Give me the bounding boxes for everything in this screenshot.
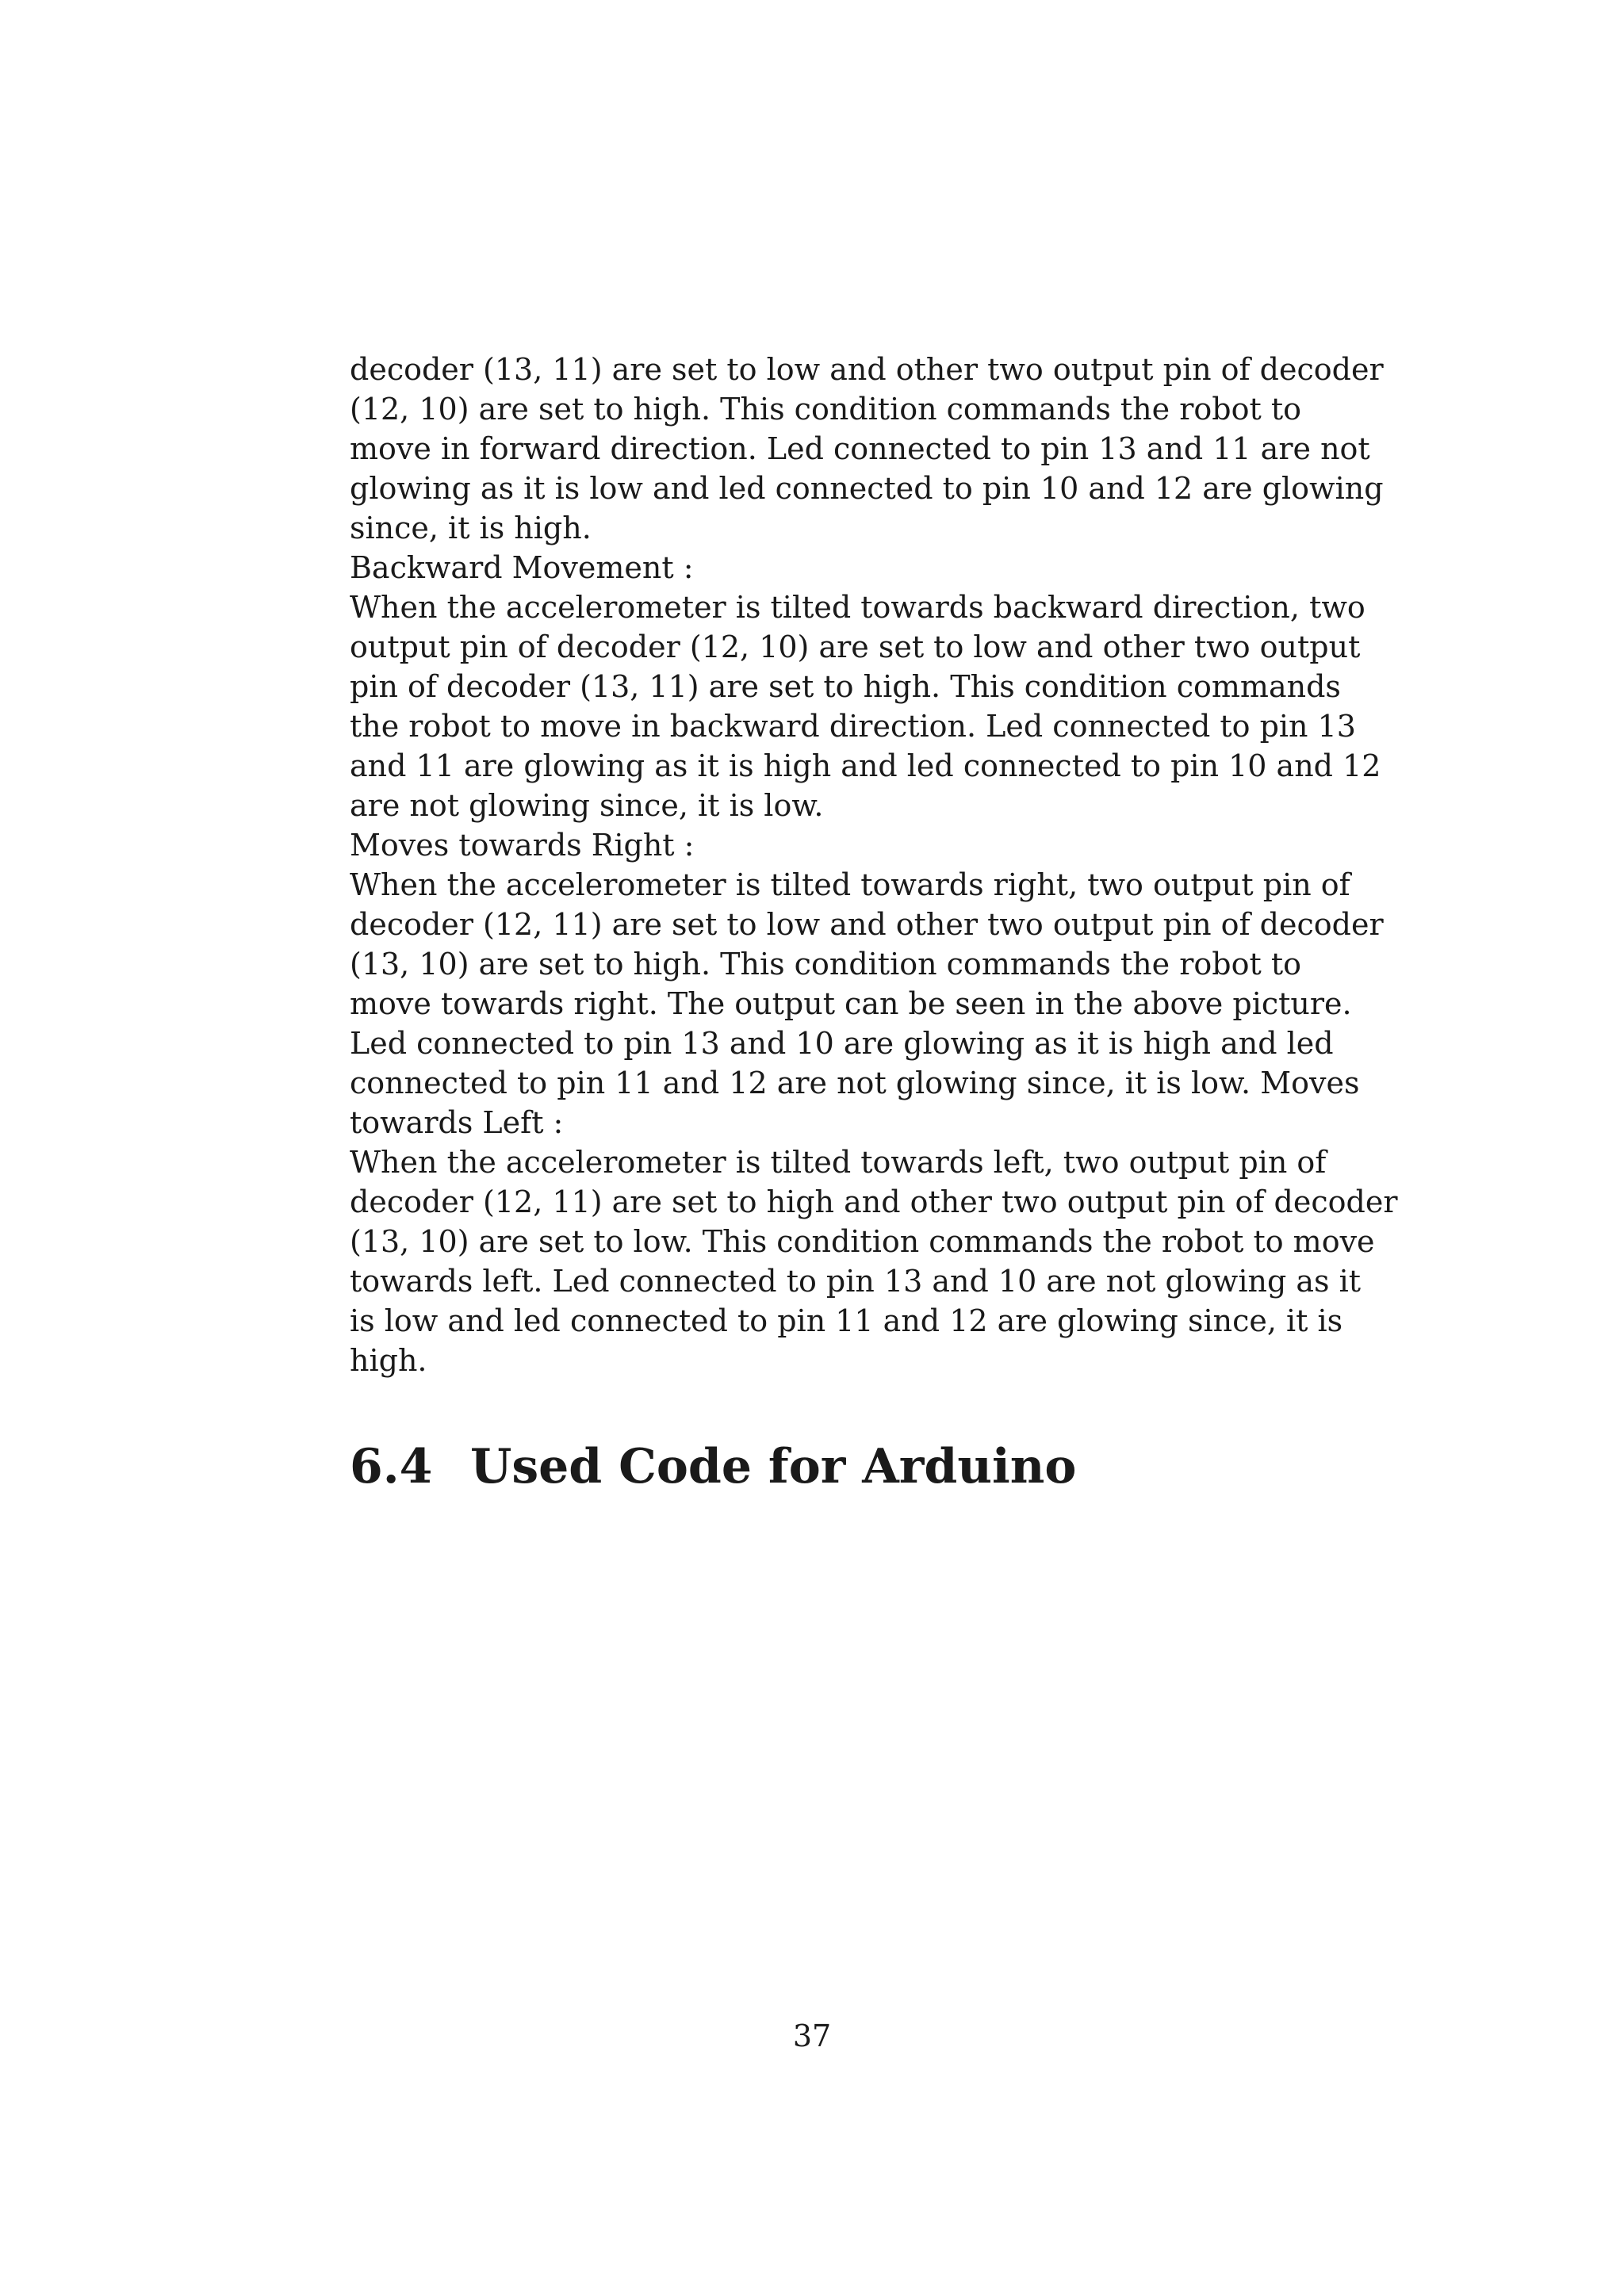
body-line: When the accelerometer is tilted towards right, two output pin of bbox=[350, 867, 1350, 902]
body-line: since, it is high. bbox=[350, 511, 592, 545]
body-line: (13, 10) are set to high. This condition commands the robot to bbox=[350, 947, 1301, 982]
section-heading bbox=[350, 1435, 1284, 1498]
body-line: high. bbox=[350, 1343, 427, 1378]
body-line: Led connected to pin 13 and 10 are glowing as it is high and led bbox=[350, 1026, 1334, 1061]
body-line: glowing as it is low and led connected to pin 10 and 12 are glowing bbox=[350, 471, 1384, 506]
body-line: towards Left : bbox=[350, 1105, 564, 1140]
body-line: When the accelerometer is tilted towards backward direction, two bbox=[350, 590, 1365, 625]
body-line: Backward Movement : bbox=[350, 550, 694, 585]
body-line: When the accelerometer is tilted towards left, two output pin of bbox=[350, 1145, 1327, 1180]
body-line: decoder (12, 11) are set to low and other two output pin of decoder bbox=[350, 907, 1384, 942]
body-line: are not glowing since, it is low. bbox=[350, 788, 824, 823]
body-line: towards left. Led connected to pin 13 and 10 are not glowing as it bbox=[350, 1264, 1362, 1299]
body-line: decoder (13, 11) are set to low and other two output pin of decoder bbox=[350, 352, 1384, 387]
body-line: output pin of decoder (12, 10) are set to low and other two output bbox=[350, 629, 1361, 664]
body-line: move towards right. The output can be seen in the above picture. bbox=[350, 986, 1352, 1021]
section-title: Used Code for Arduino bbox=[470, 1439, 1077, 1494]
body-line: pin of decoder (13, 11) are set to high. This condition commands bbox=[350, 669, 1341, 704]
body-line: (13, 10) are set to low. This condition commands the robot to move bbox=[350, 1224, 1375, 1259]
body-line: and 11 are glowing as it is high and led connected to pin 10 and 12 bbox=[350, 748, 1381, 783]
body-line: the robot to move in backward direction. Led connected to pin 13 bbox=[350, 709, 1356, 744]
body-line: connected to pin 11 and 12 are not glowing since, it is low. Moves bbox=[350, 1066, 1360, 1100]
body-line: Moves towards Right : bbox=[350, 828, 695, 863]
body-text bbox=[350, 350, 1398, 1380]
body-line: move in forward direction. Led connected to pin 13 and 11 are not bbox=[350, 431, 1370, 466]
body-line: (12, 10) are set to high. This condition commands the robot to bbox=[350, 392, 1301, 427]
body-line: decoder (12, 11) are set to high and other two output pin of decoder bbox=[350, 1184, 1398, 1219]
section-number: 6.4 bbox=[350, 1439, 433, 1494]
page-number: 37 bbox=[792, 2019, 832, 2053]
body-line: is low and led connected to pin 11 and 12 are glowing since, it is bbox=[350, 1303, 1343, 1338]
